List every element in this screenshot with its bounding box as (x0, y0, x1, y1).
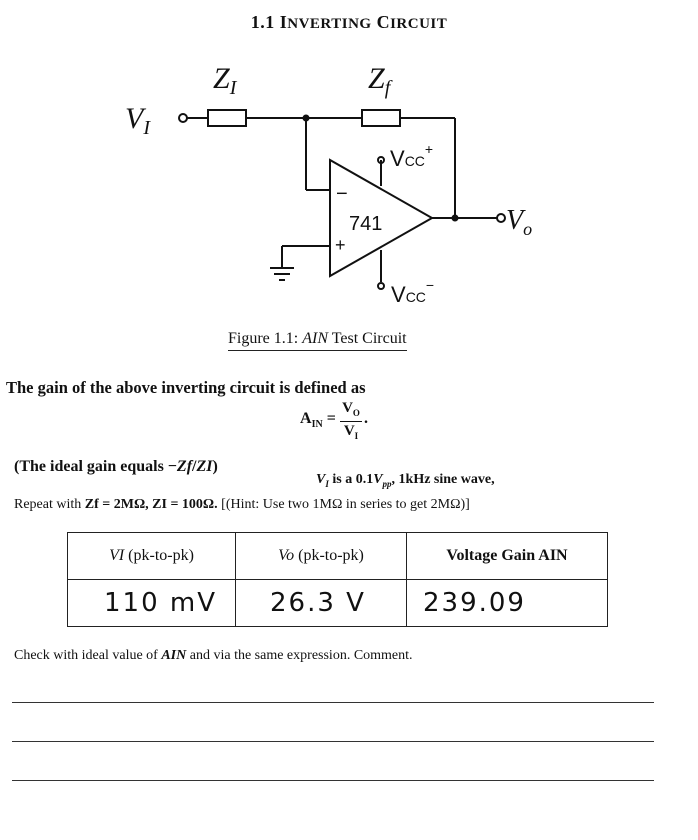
vcc-positive-label: VCC+ (390, 141, 434, 171)
resistor-zi (208, 110, 246, 126)
ideal-gain-text: (The ideal gain equals −Zf/ZI) (14, 458, 218, 475)
table-row (68, 580, 608, 627)
zi-label: $Z_I$ (213, 62, 237, 99)
header-vi: VI (pk-to-pk) (68, 533, 236, 580)
cell-vi-value[interactable]: 110 mV (68, 580, 236, 627)
answer-line[interactable] (12, 780, 654, 781)
repeat-instruction: Repeat with Zf = 2MΩ, ZI = 100Ω. [(Hint: Use two 1MΩ in series to get 2MΩ)] (14, 497, 470, 512)
zf-label: $Z_f$ (368, 62, 391, 99)
signal-description: $V_I$ is a $0.1V_{pp}$, 1kHz sine wave, (316, 472, 495, 489)
inverting-circuit-diagram (0, 0, 698, 370)
caption-symbol: AIN (302, 330, 328, 347)
output-voltage-label: $V_o$ (506, 205, 533, 239)
header-vo: Vo (pk-to-pk) (236, 533, 407, 580)
vcc-negative-label: VCC− (391, 277, 435, 307)
gain-formula: $A_{IN}$ = $V_O$ $V_I$ . (300, 400, 368, 441)
results-table (67, 532, 608, 627)
input-voltage-label: $V_I$ (125, 102, 150, 139)
answer-line[interactable] (12, 702, 654, 703)
opamp-model: 741 (349, 213, 383, 235)
cell-gain-value[interactable]: 239.09 (407, 580, 608, 627)
inverting-sign: − (336, 183, 348, 205)
section-title: 1.1 INVERTING CIRCUIT (250, 12, 448, 32)
resistor-zf (362, 110, 400, 126)
header-voltage-gain: Voltage Gain AIN (407, 533, 608, 580)
cell-vo-value[interactable]: 26.3 V (236, 580, 407, 627)
answer-line[interactable] (12, 741, 654, 742)
section-number: 1.1 (250, 12, 275, 32)
output-terminal (497, 214, 505, 222)
noninverting-sign: + (335, 235, 346, 255)
figure-caption: Figure 1.1: AIN Test Circuit (228, 330, 407, 351)
gain-intro-text: The gain of the above inverting circuit is defined as (6, 378, 366, 397)
table-header-row (68, 533, 608, 580)
input-terminal (179, 114, 187, 122)
check-instruction: Check with ideal value of AIN and via the same expression. Comment. (14, 648, 413, 663)
